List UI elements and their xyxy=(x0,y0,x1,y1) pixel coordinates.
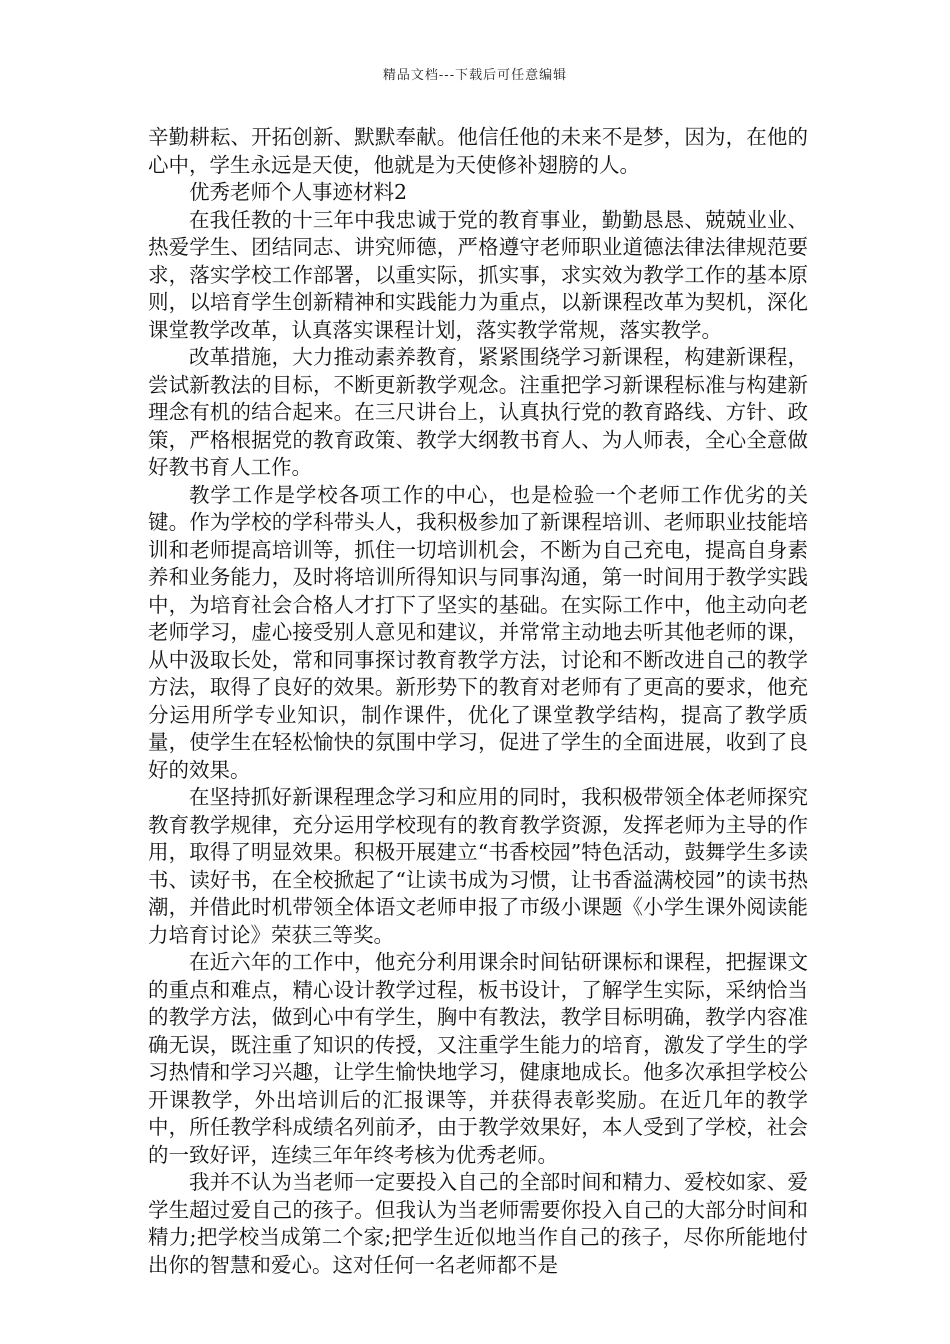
running-header: 精品文档---下载后可任意编辑 xyxy=(382,68,568,83)
paragraph: 在近六年的工作中，他充分利用课余时间钻研课标和课程，把握课文的重点和难点，精心设计教学过程，板书设计，了解学生实际，采纳恰当的教学方法，做到心中有学生，胸中有教法，教学目标明确，教学内容准确无误，既注重了知识的传授，又注重学生能力的培育，激发了学生的学习热情和学习兴趣，让学生愉快地学习，健康地成长。他多次承担学校公开课教学，外出培训后的汇报课等，并获得表彰奖励。在近几年的教学中，所任教学科成绩名列前矛，由于教学效果好，本人受到了学校，社会的一致好评，连续三年年终考核为优秀老师。 xyxy=(148,950,808,1167)
paragraph-continuation: 辛勤耕耘、开拓创新、默默奉献。他信任他的未来不是梦，因为，在他的心中，学生永远是天使，他就是为天使修补翅膀的人。 xyxy=(148,125,808,177)
paragraph: 我并不认为当老师一定要投入自己的全部时间和精力、爱校如家、爱学生超过爱自己的孩子。但我认为当老师需要你投入自己的大部分时间和精力;把学校当成第二个家;把学生近似地当作自己的孩子，尽你所能地付出你的智慧和爱心。这对任何一名老师都不是 xyxy=(148,1170,808,1277)
document-body xyxy=(148,124,808,1279)
paragraph: 在我任教的十三年中我忠诚于党的教育事业，勤勤恳恳、兢兢业业、热爱学生、团结同志、讲究师德，严格遵守老师职业道德法律法律规范要求，落实学校工作部署，以重实际，抓实事，求实效为教学工作的基本原则，以培育学生创新精神和实践能力为重点，以新课程改革为契机，深化课堂教学改革，认真落实课程计划，落实教学常规，落实教学。 xyxy=(148,207,808,342)
paragraph: 改革措施，大力推动素养教育，紧紧围绕学习新课程，构建新课程，尝试新教法的目标，不断更新教学观念。注重把学习新课程标准与构建新理念有机的结合起来。在三尺讲台上，认真执行党的教育路线、方针、政策，严格根据党的教育政策、教学大纲教书育人、为人师表，全心全意做好教书育人工作。 xyxy=(148,345,808,479)
section-heading: 优秀老师个人事迹材料2 xyxy=(189,180,408,204)
paragraph: 教学工作是学校各项工作的中心，也是检验一个老师工作优劣的关键。作为学校的学科带头人，我积极参加了新课程培训、老师职业技能培训和老师提高培训等，抓住一切培训机会，不断为自己充电，提高自身素养和业务能力，及时将培训所得知识与同事沟通，第一时间用于教学实践中，为培育社会合格人才打下了坚实的基础。在实际工作中，他主动向老老师学习，虚心接受别人意见和建议，并常常主动地去听其他老师的课，从中汲取长处，常和同事探讨教育教学方法，讨论和不断改进自己的教学方法，取得了良好的效果。新形势下的教育对老师有了更高的要求，他充分运用所学专业知识，制作课件，优化了课堂教学结构，提高了教学质量，使学生在轻松愉快的氛围中学习，促进了学生的全面进展，收到了良好的效果。 xyxy=(148,482,808,782)
paragraph: 在坚持抓好新课程理念学习和应用的同时，我积极带领全体老师探究教育教学规律，充分运用学校现有的教育教学资源，发挥老师为主导的作用，取得了明显效果。积极开展建立“书香校园”特色活动，鼓舞学生多读书、读好书，在全校掀起了“让读书成为习惯，让书香溢满校园”的读书热潮，并借此时机带领全体语文老师申报了市级小课题《小学生课外阅读能力培育讨论》荣获三等奖。 xyxy=(148,785,808,947)
